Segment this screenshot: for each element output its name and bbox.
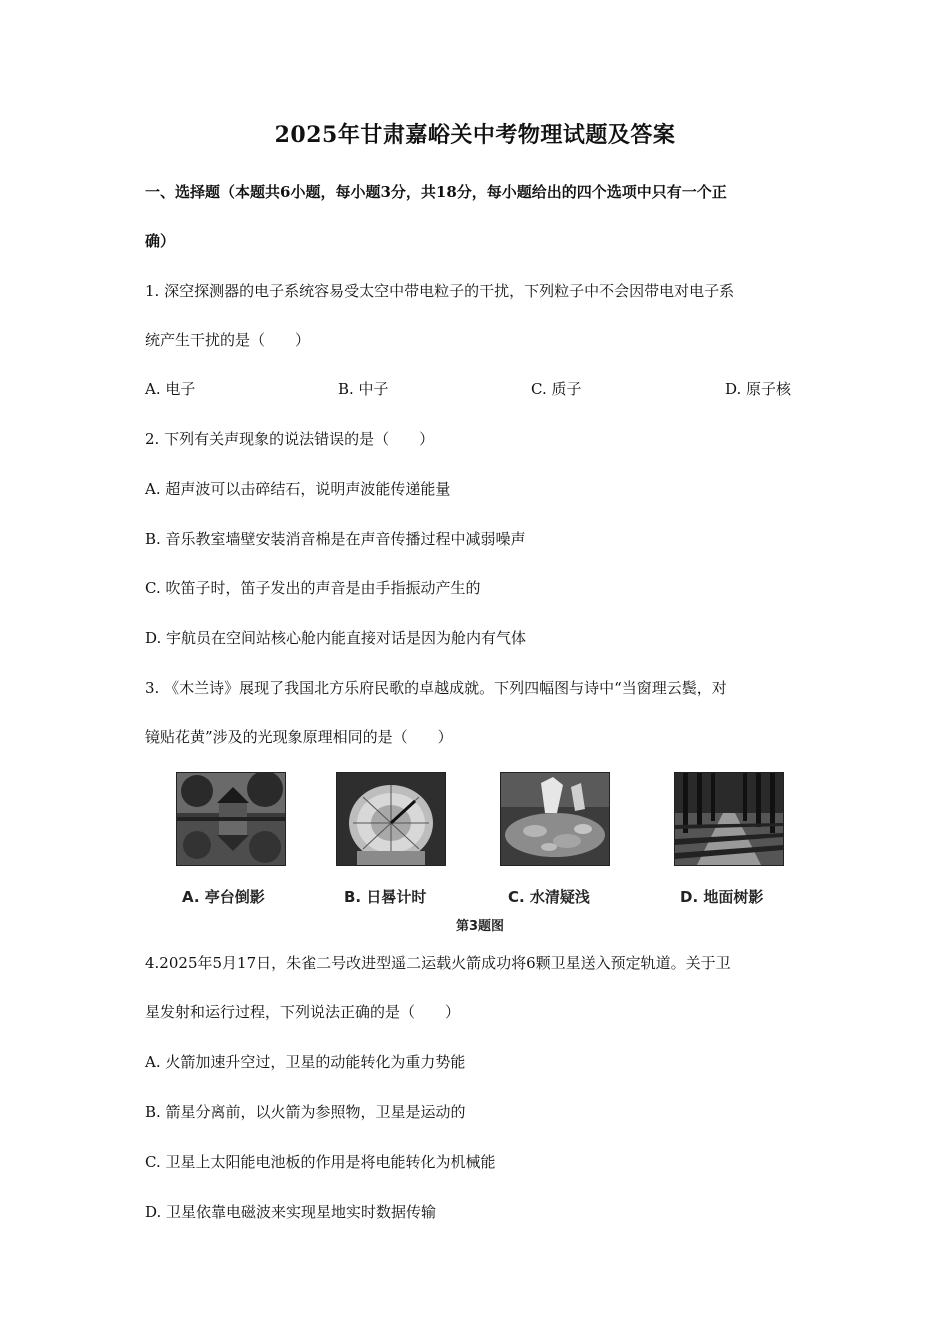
tree-shadow-image <box>674 772 784 866</box>
q2-stem: 2. 下列有关声现象的说法错误的是（ ） <box>145 430 435 448</box>
q2-option-c: C. 吹笛子时，笛子发出的声音是由手指振动产生的 <box>145 579 481 597</box>
q1-options <box>0 378 950 402</box>
q1-stem-line1: 1. 深空探测器的电子系统容易受太空中带电粒子的干扰，下列粒子中不会因带电对电子系 <box>145 282 735 300</box>
q1-option-c: C. 质子 <box>531 380 582 398</box>
q2-option-d: D. 宇航员在空间站核心舱内能直接对话是因为舱内有气体 <box>145 629 527 647</box>
q4-stem-line2: 星发射和运行过程，下列说法正确的是（ ） <box>145 1003 461 1021</box>
q4-option-c: C. 卫星上太阳能电池板的作用是将电能转化为机械能 <box>145 1153 496 1171</box>
q1-stem-line2: 统产生干扰的是（ ） <box>145 331 311 349</box>
q4-stem-line1: 4.2025年5月17日，朱雀二号改进型遥二运载火箭成功将6颗卫星送入预定轨道。关于卫 <box>145 954 731 972</box>
document-title: 2025年甘肃嘉峪关中考物理试题及答案 <box>274 122 676 148</box>
q1-option-d: D. 原子核 <box>725 380 792 398</box>
q3-stem-line2: 镜贴花黄”涉及的光现象原理相同的是（ ） <box>145 728 453 746</box>
q1-option-b: B. 中子 <box>338 380 389 398</box>
q4-option-a: A. 火箭加速升空过，卫星的动能转化为重力势能 <box>145 1053 466 1071</box>
q2-option-b: B. 音乐教室墙壁安装消音棉是在声音传播过程中减弱噪声 <box>145 530 526 548</box>
q4-option-d: D. 卫星依靠电磁波来实现星地实时数据传输 <box>145 1203 437 1221</box>
caption-b: B. 日晷计时 <box>344 888 427 906</box>
section-heading-line2: 确） <box>145 232 176 250</box>
q3-figure <box>160 772 800 934</box>
q4-option-b: B. 箭星分离前，以火箭为参照物，卫星是运动的 <box>145 1103 466 1121</box>
pavilion-reflection-image <box>176 772 286 866</box>
q1-option-a: A. 电子 <box>145 380 196 398</box>
clear-water-image <box>500 772 610 866</box>
sundial-image <box>336 772 446 866</box>
figure-caption: 第3题图 <box>455 919 505 934</box>
section-heading-line1: 一、选择题（本题共6小题，每小题3分，共18分，每小题给出的四个选项中只有一个正 <box>145 183 727 201</box>
caption-d: D. 地面树影 <box>680 888 764 906</box>
q2-option-a: A. 超声波可以击碎结石，说明声波能传递能量 <box>145 480 451 498</box>
q3-stem-line1: 3. 《木兰诗》展现了我国北方乐府民歌的卓越成就。下列四幅图与诗中“当窗理云鬓，对 <box>145 679 727 697</box>
caption-a: A. 亭台倒影 <box>182 888 265 906</box>
caption-c: C. 水清疑浅 <box>508 888 590 906</box>
